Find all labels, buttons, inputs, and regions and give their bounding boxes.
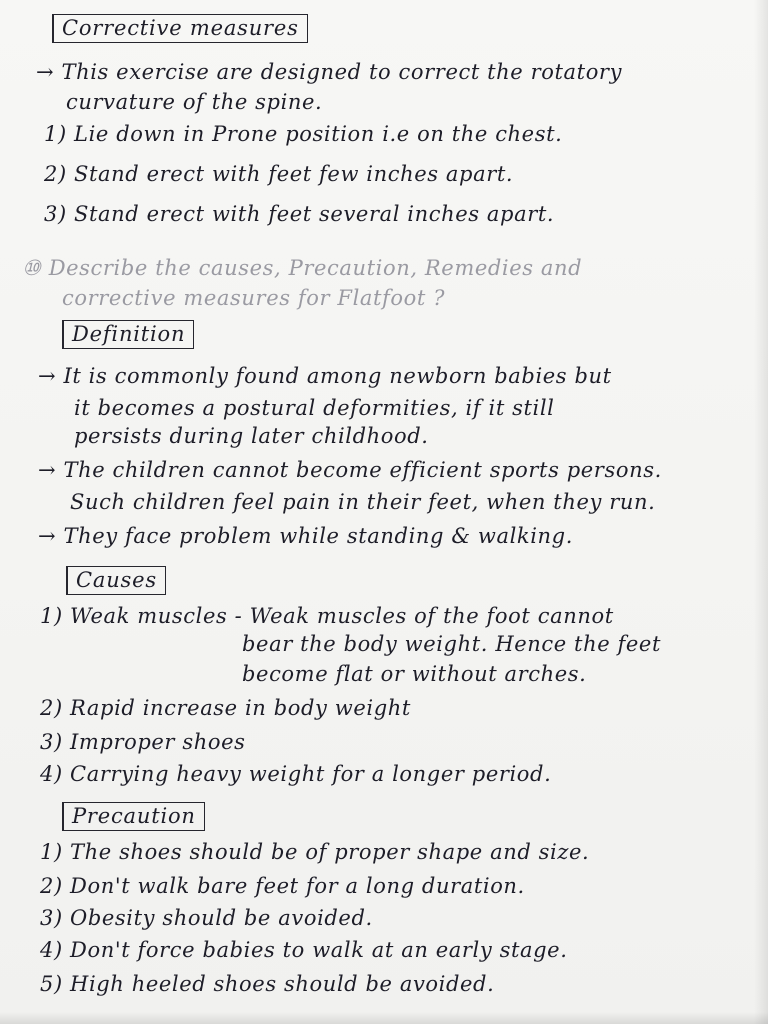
causes-line-3: become flat or without arches. <box>242 662 587 686</box>
definition-line-6: → They face problem while standing & walking. <box>38 524 573 548</box>
question-line-1: ⑩ Describe the causes, Precaution, Remedies and <box>22 256 583 280</box>
causes-line-4: 2) Rapid increase in body weight <box>40 696 411 720</box>
causes-line-5: 3) Improper shoes <box>40 730 246 754</box>
corrective-item-3: 3) Stand erect with feet several inches apart. <box>44 202 555 226</box>
page-bottom-shadow <box>0 1012 768 1024</box>
causes-heading: Causes <box>66 566 166 595</box>
corrective-intro-line-1: → This exercise are designed to correct the rotatory <box>36 60 623 84</box>
corrective-intro-line-2: curvature of the spine. <box>66 90 323 114</box>
precaution-line-3: 3) Obesity should be avoided. <box>40 906 373 930</box>
precaution-line-4: 4) Don't force babies to walk at an early stage. <box>40 938 568 962</box>
definition-line-2: it becomes a postural deformities, if it still <box>74 396 555 420</box>
corrective-item-2: 2) Stand erect with feet few inches apart. <box>44 162 514 186</box>
definition-line-3: persists during later childhood. <box>74 424 429 448</box>
precaution-line-1: 1) The shoes should be of proper shape and size. <box>40 840 590 864</box>
definition-line-4: → The children cannot become efficient sports persons. <box>38 458 662 482</box>
page-edge-shadow <box>754 0 768 1024</box>
causes-line-6: 4) Carrying heavy weight for a longer period. <box>40 762 552 786</box>
question-line-2: corrective measures for Flatfoot ? <box>62 286 446 310</box>
precaution-line-5: 5) High heeled shoes should be avoided. <box>40 972 495 996</box>
definition-line-1: → It is commonly found among newborn babies but <box>38 364 612 388</box>
corrective-item-1: 1) Lie down in Prone position i.e on the chest. <box>44 122 563 146</box>
causes-line-2: bear the body weight. Hence the feet <box>242 632 661 656</box>
definition-line-5: Such children feel pain in their feet, when they run. <box>70 490 656 514</box>
precaution-heading: Precaution <box>62 802 205 831</box>
causes-line-1: 1) Weak muscles - Weak muscles of the foot cannot <box>40 604 614 628</box>
precaution-line-2: 2) Don't walk bare feet for a long duration. <box>40 874 525 898</box>
definition-heading: Definition <box>62 320 194 349</box>
corrective-measures-heading: Corrective measures <box>52 14 308 43</box>
